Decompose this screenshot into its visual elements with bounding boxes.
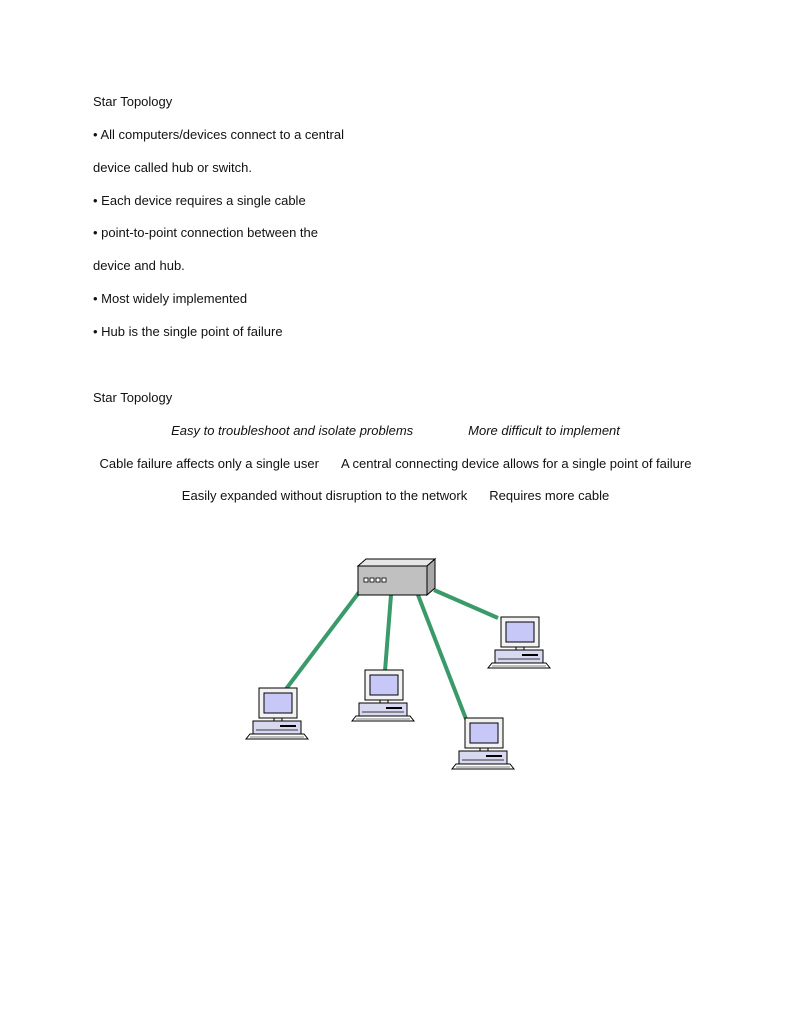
disadvantage-2: Requires more cable	[489, 488, 610, 503]
computer-icon	[452, 718, 514, 769]
advantage-2: Easily expanded without disruption to the network	[181, 488, 468, 503]
advantage-1: Cable failure affects only a single user	[99, 456, 319, 471]
comparison-header-row	[0, 423, 791, 439]
comparison-row-1	[0, 456, 791, 472]
bullet-line-7: • Hub is the single point of failure	[93, 324, 283, 339]
bullet-line-3: • Each device requires a single cable	[93, 193, 306, 208]
bullet-line-6: • Most widely implemented	[93, 291, 248, 306]
star-topology-diagram	[230, 548, 570, 783]
bullet-line-4: • point-to-point connection between the	[93, 225, 318, 240]
section1-title: Star Topology	[93, 94, 173, 109]
section2-title: Star Topology	[93, 390, 173, 405]
cable-2	[385, 595, 391, 671]
hub-icon	[358, 559, 435, 595]
comparison-row-2	[0, 488, 791, 504]
disadvantages-header: More difficult to implement	[468, 423, 620, 438]
advantages-header: Easy to troubleshoot and isolate problems	[171, 423, 414, 438]
cable-3	[418, 595, 466, 719]
disadvantage-1: A central connecting device allows for a single point of failure	[340, 456, 692, 471]
bullet-line-2: device called hub or switch.	[93, 160, 252, 175]
computer-icon	[488, 617, 550, 668]
computer-icon	[246, 688, 308, 739]
bullet-line-5: device and hub.	[93, 258, 185, 273]
cable-4	[434, 590, 498, 618]
cable-1	[286, 591, 360, 689]
computer-icon	[352, 670, 414, 721]
bullet-line-1: • All computers/devices connect to a central	[93, 127, 344, 142]
